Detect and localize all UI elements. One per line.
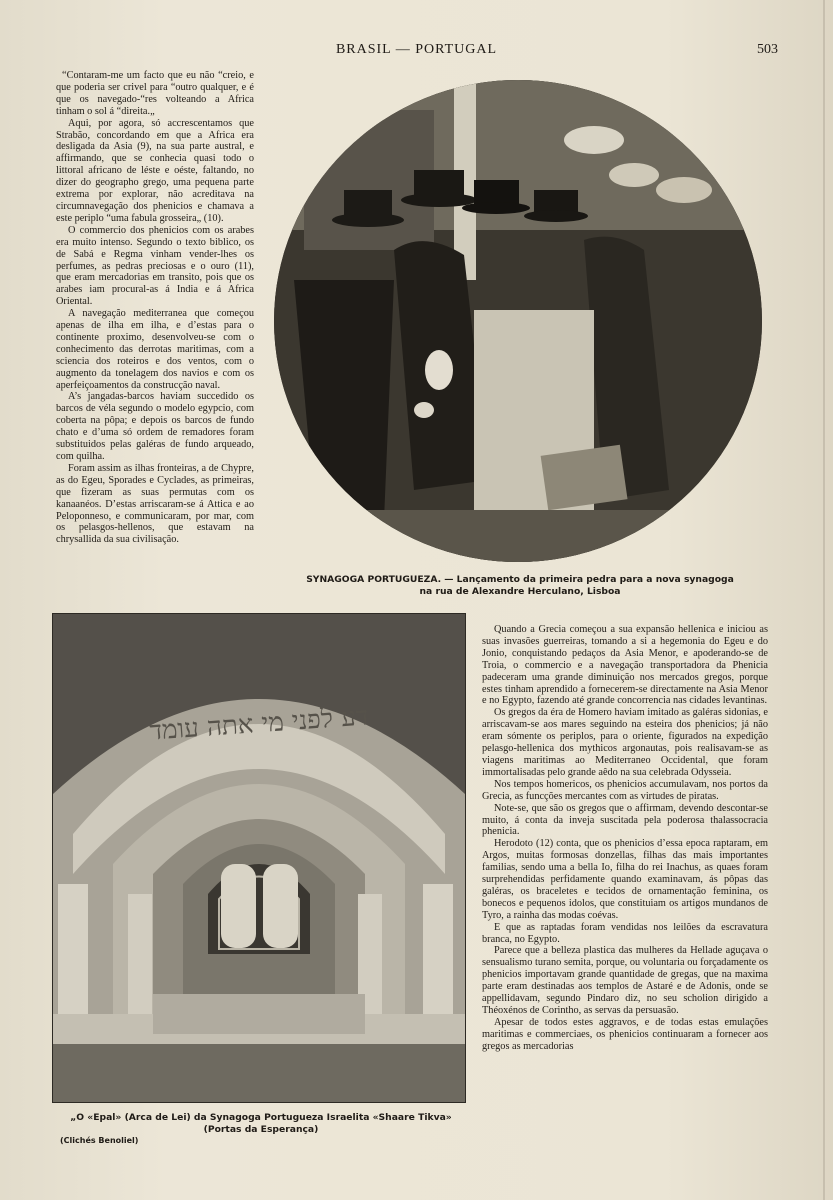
caption-line: „O «Epal» (Arca de Lei) da Synagoga Portugueza Israelita «Shaare Tikva» (70, 1112, 452, 1123)
paragraph: “Contaram-me um facto que eu não “creio, e que poderia ser crivel para “outro qualquer, e é que os navegado-“res volteando a Africa tinham o sol á “direita.„ (56, 70, 254, 117)
paragraph: Aqui, por agora, só accrescentamos que Strabão, concordando em que a Africa era desligada da Asia (9), na sua parte austral, e affirmando, que se conhecia quasi todo o littoral africano de léste e oéste, faltando, no dizer do geographo grego, uma pequena parte extrema por explorar, não acreditava na circumnavegação dos phenicios e chamava a este periplo “uma fabula grosseira„ (10). (56, 117, 254, 224)
ark-photo-illustration (53, 614, 465, 1102)
paragraph: Herodoto (12) conta, que os phenicios d’essa epoca raptaram, em Argos, muitas formosas donzellas, filhas das mais importantes familias, sendo uma a bella Io, filha do rei Inachus, as quaes foram surprehendidas perfidamente quando examinavam, ás pôpas das galéras, os braceletes e tecidos de ornamentação feminina, os bonecos e pequenos idolos, que constituiam os artigos mundanos de Tyro, a rainha das modas coévas. (482, 838, 768, 921)
caption-line: SYNAGOGA PORTUGUEZA. — Lançamento da primeira pedra para a nova synagoga (306, 574, 734, 585)
caption-line: na rua de Alexandre Herculano, Lisboa (419, 586, 621, 597)
ceremony-photo (274, 80, 762, 562)
top-photo-caption (300, 574, 740, 598)
ceremony-photo-illustration (274, 80, 762, 562)
paragraph: Nos tempos homericos, os phenicios accumulavam, nos portos da Grecia, as funcções mercantes com as virtudes de piratas. (482, 778, 768, 802)
paragraph: A’s jangadas-barcos haviam succedido os barcos de véla segundo o modelo egypcio, com coberta na pôpa; e depois os barcos de fundo chato e d’uma só ordem de remadores foram substituidos pelas galéras de fundo arqueado, com quilha. (56, 391, 254, 462)
running-head: BRASIL — PORTUGAL (335, 42, 498, 57)
paragraph: Note-se, que são os gregos que o affirmam, devendo descontar-se muito, á conta da inveja suscitada pela poderosa thalassocracia phenicia. (482, 802, 768, 838)
page-number: 503 (757, 42, 778, 57)
right-text-column (482, 624, 768, 1053)
paragraph: Foram assim as ilhas fronteiras, a de Chypre, as do Egeu, Sporades e Cyclades, as primeiras, que fizeram as suas permutas com os kanaanéos. D’estas arriscaram-se á Attica e ao Peloponneso, e communicaram, por mar, com os pelasgos-hellenos, que estavam na chrysallida da sua civilisação. (56, 462, 254, 546)
caption-line: (Portas da Esperança) (203, 1124, 319, 1135)
paragraph: Parece que a belleza plastica das mulheres da Hellade aguçava o sensualismo turano semita, porque, ou voluntaria ou forçadamente os phenicios importavam grande quantidade de gregas, que na maxima parte eram destinadas aos templos de Astaré e de Adonis, onde se appellidavam, segundo Pindaro diz, no seu scholion dirigido a Théoxénos de Corintho, as servas da persuasão. (482, 945, 768, 1016)
paragraph: Os gregos da éra de Homero haviam imitado as galéras sidonias, e arriscavam-se aos mares seguindo na esteira dos phenicios; já não eram sómente os periplos, para o oriente, figurados na expedição pelasgo-hellenica dos mythicos argonautas, pois realisavam-se as viagens maritimas ao Mediterraneo Occidental, que foram immortalisadas pelo grande aêdo na sua celebrada Odysseia. (482, 707, 768, 778)
photo-credit: (Clichés Benoliel) (60, 1136, 139, 1145)
bottom-photo-caption (56, 1112, 466, 1136)
page-fold (823, 0, 825, 1200)
paragraph: A navegação mediterranea que começou apenas de ilha em ilha, e d’estas para o continente proximo, desenvolveu-se com o conhecimento das derrotas maritimas, com a sciencia dos roteiros e dos ventos, com o augmento da tonelagem dos navios e com os aperfeiçoamentos da construcção naval. (56, 308, 254, 391)
arch-inscription: דע לפני מי אתה עומד (148, 701, 370, 747)
left-text-column (56, 70, 254, 546)
paragraph: Quando a Grecia começou a sua expansão hellenica e iniciou as suas invasões guerreiras, tomando a si a hegemonia do Egeu e do Jonio, conquistando pedaços da Asia Menor, e apoderando-se de Troia, o commercio e a navegação transportadora da Phenicia padeceram uma grande diminuição nos mercados gregos, porque estes tinham aprendido a fornecerem-se directamente na Asia Menor e no Egypto, fazendo até grande concorrencia nas cidades levantinas. (482, 624, 768, 707)
paragraph: Apesar de todos estes aggravos, e de todas estas emulações maritimas e commerciaes, os phenicios continuaram a fornecer aos gregos as mercadorias (482, 1016, 768, 1052)
ark-photo (52, 613, 466, 1103)
paragraph: O commercio dos phenicios com os arabes era muito intenso. Segundo o texto biblico, os de Sabá e Regma vinham vender-lhes os perfumes, as pedras preciosas e o ouro (11), que eram mercadorias em transito, pois que os arabes iam procural-as á India e á Africa Oriental. (56, 224, 254, 308)
paragraph: E que as raptadas foram vendidas nos leilões da escravatura branca, no Egypto. (482, 921, 768, 945)
